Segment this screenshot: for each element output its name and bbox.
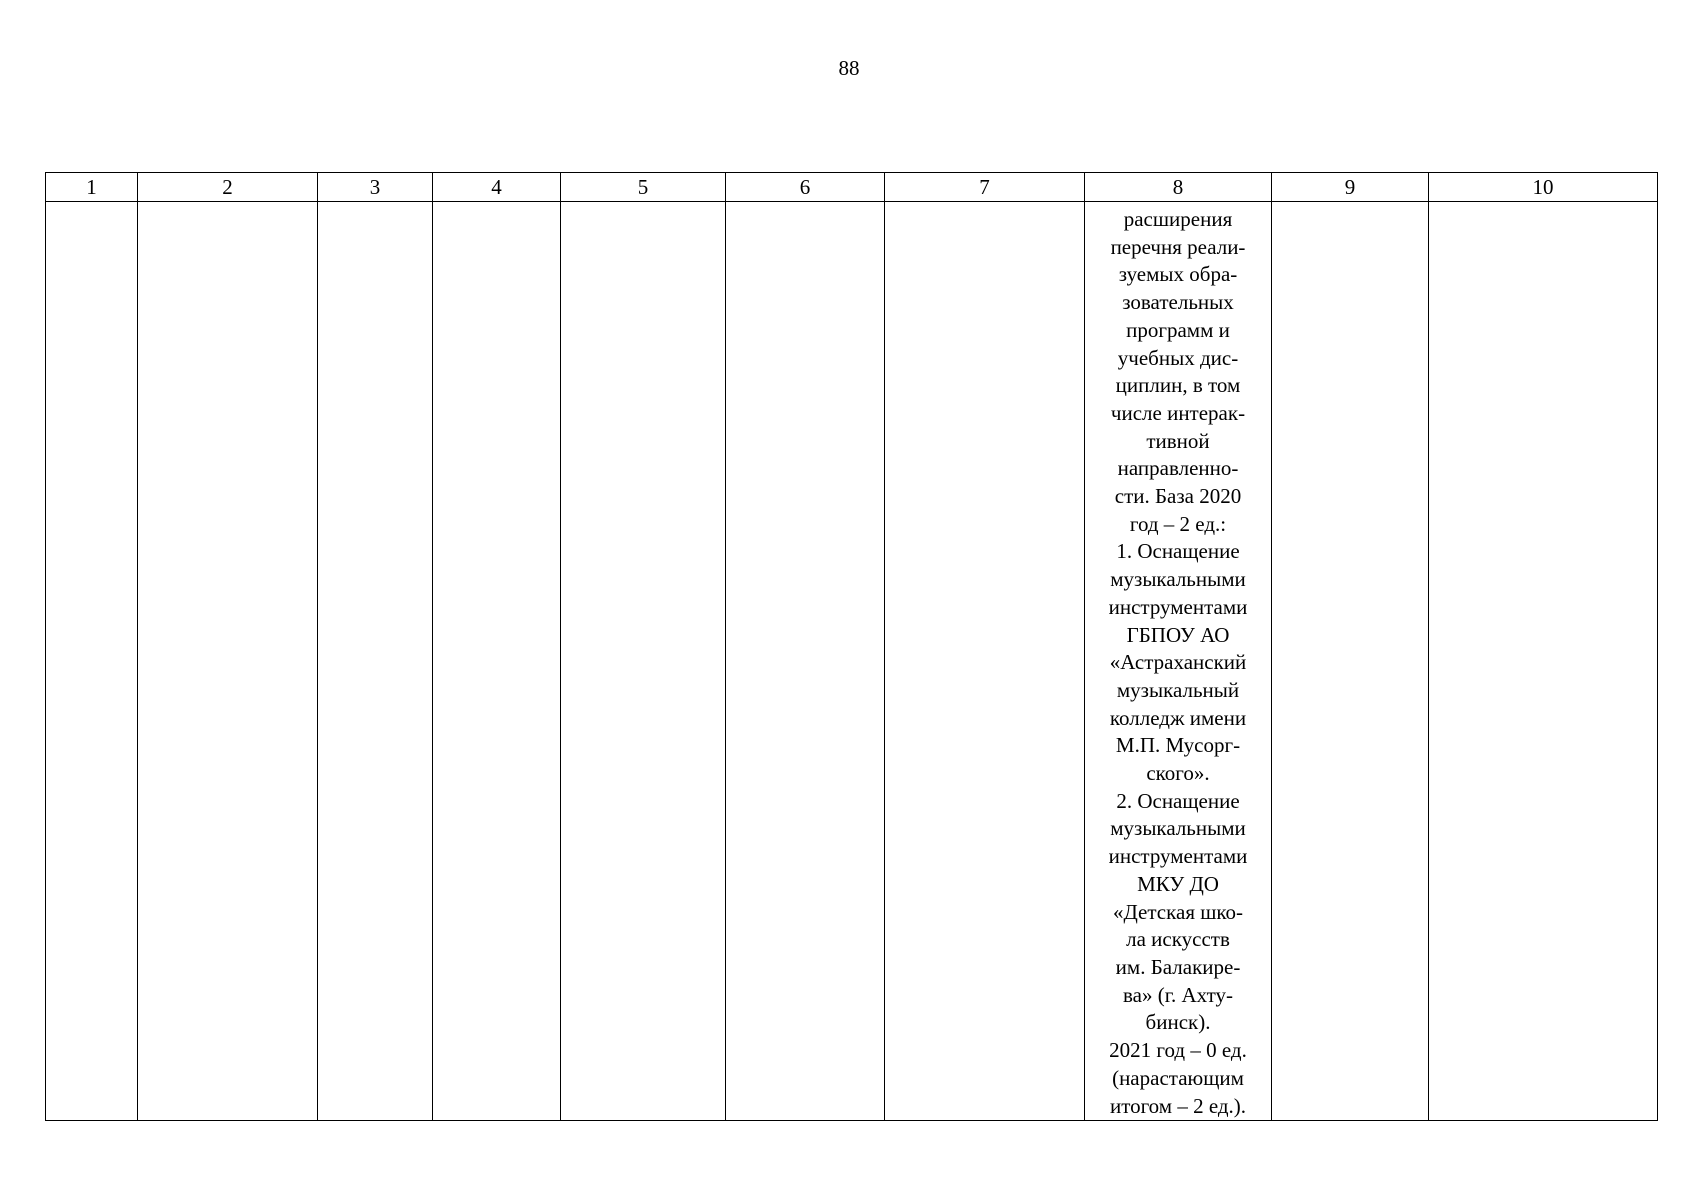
page-number: 88 (838, 56, 860, 80)
table-cell-col-2 (138, 202, 318, 1121)
cell-text-line: (нарастающим (1112, 1065, 1244, 1090)
column-header-9: 9 (1272, 173, 1429, 202)
cell-text-line: ла искусств (1126, 927, 1230, 952)
table-cell-col-4 (433, 202, 561, 1121)
cell-text-line: год – 2 ед.: (1129, 511, 1227, 536)
cell-text-line: «Астраханский (1109, 650, 1247, 675)
column-header-3: 3 (318, 173, 433, 202)
cell-text-line: циплин, в том (1115, 373, 1241, 398)
table-cell-col-5 (561, 202, 726, 1121)
cell-text-line: МКУ ДО (1137, 871, 1219, 896)
cell-text-line: «Детская шко- (1112, 899, 1244, 924)
cell-text-line: перечня реали- (1110, 234, 1246, 259)
column-number-row (46, 173, 1658, 202)
column-header-10: 10 (1429, 173, 1658, 202)
column-header-7: 7 (885, 173, 1085, 202)
cell-text-line: расширения (1123, 207, 1233, 231)
cell-text-col-8 (1085, 202, 1271, 1120)
cell-text-line: ского». (1146, 761, 1210, 786)
cell-text-line: итогом – 2 ед.). (1109, 1093, 1247, 1118)
table-cell-col-1 (46, 202, 138, 1121)
column-header-6: 6 (726, 173, 885, 202)
table-cell-col-8 (1085, 202, 1272, 1121)
cell-text-line: ва» (г. Ахту- (1123, 982, 1233, 1007)
cell-text-line: колледж имени (1109, 705, 1247, 730)
cell-text-line: инструментами (1108, 594, 1248, 619)
cell-text-line: зуемых обра- (1118, 262, 1238, 287)
cell-text-line: сти. База 2020 (1114, 484, 1242, 509)
cell-text-line: инструментами (1108, 844, 1248, 869)
cell-text-line: музыкальными (1110, 567, 1246, 592)
column-header-2: 2 (138, 173, 318, 202)
table-cell-col-10 (1429, 202, 1658, 1121)
table-cell-col-3 (318, 202, 433, 1121)
cell-text-line: музыкальный (1116, 677, 1240, 702)
cell-text-line: учебных дис- (1117, 345, 1239, 370)
cell-text-line: М.П. Мусорг- (1115, 733, 1241, 758)
column-header-8: 8 (1085, 173, 1272, 202)
table-cell-col-9 (1272, 202, 1429, 1121)
cell-text-line: тивной (1146, 428, 1210, 453)
cell-text-line: бинск). (1145, 1010, 1211, 1035)
cell-text-line: зовательных (1122, 290, 1234, 315)
column-header-1: 1 (46, 173, 138, 202)
cell-text-line: ГБПОУ АО (1126, 622, 1230, 647)
column-header-5: 5 (561, 173, 726, 202)
cell-text-line: 2. Оснащение (1116, 788, 1240, 813)
cell-text-line: им. Балакире- (1115, 954, 1241, 979)
cell-text-line: 2021 год – 0 ед. (1109, 1038, 1247, 1063)
table-cell-col-6 (726, 202, 885, 1121)
cell-text-line: 1. Оснащение (1116, 539, 1240, 564)
cell-text-line: числе интерак- (1110, 400, 1246, 425)
cell-text-line: музыкальными (1110, 816, 1246, 841)
cell-text-line: программ и (1126, 317, 1230, 342)
table-cell-col-7 (885, 202, 1085, 1121)
table-row (46, 202, 1658, 1121)
cell-text-line: направленно- (1117, 456, 1239, 481)
document-table (45, 172, 1658, 1121)
column-header-4: 4 (433, 173, 561, 202)
